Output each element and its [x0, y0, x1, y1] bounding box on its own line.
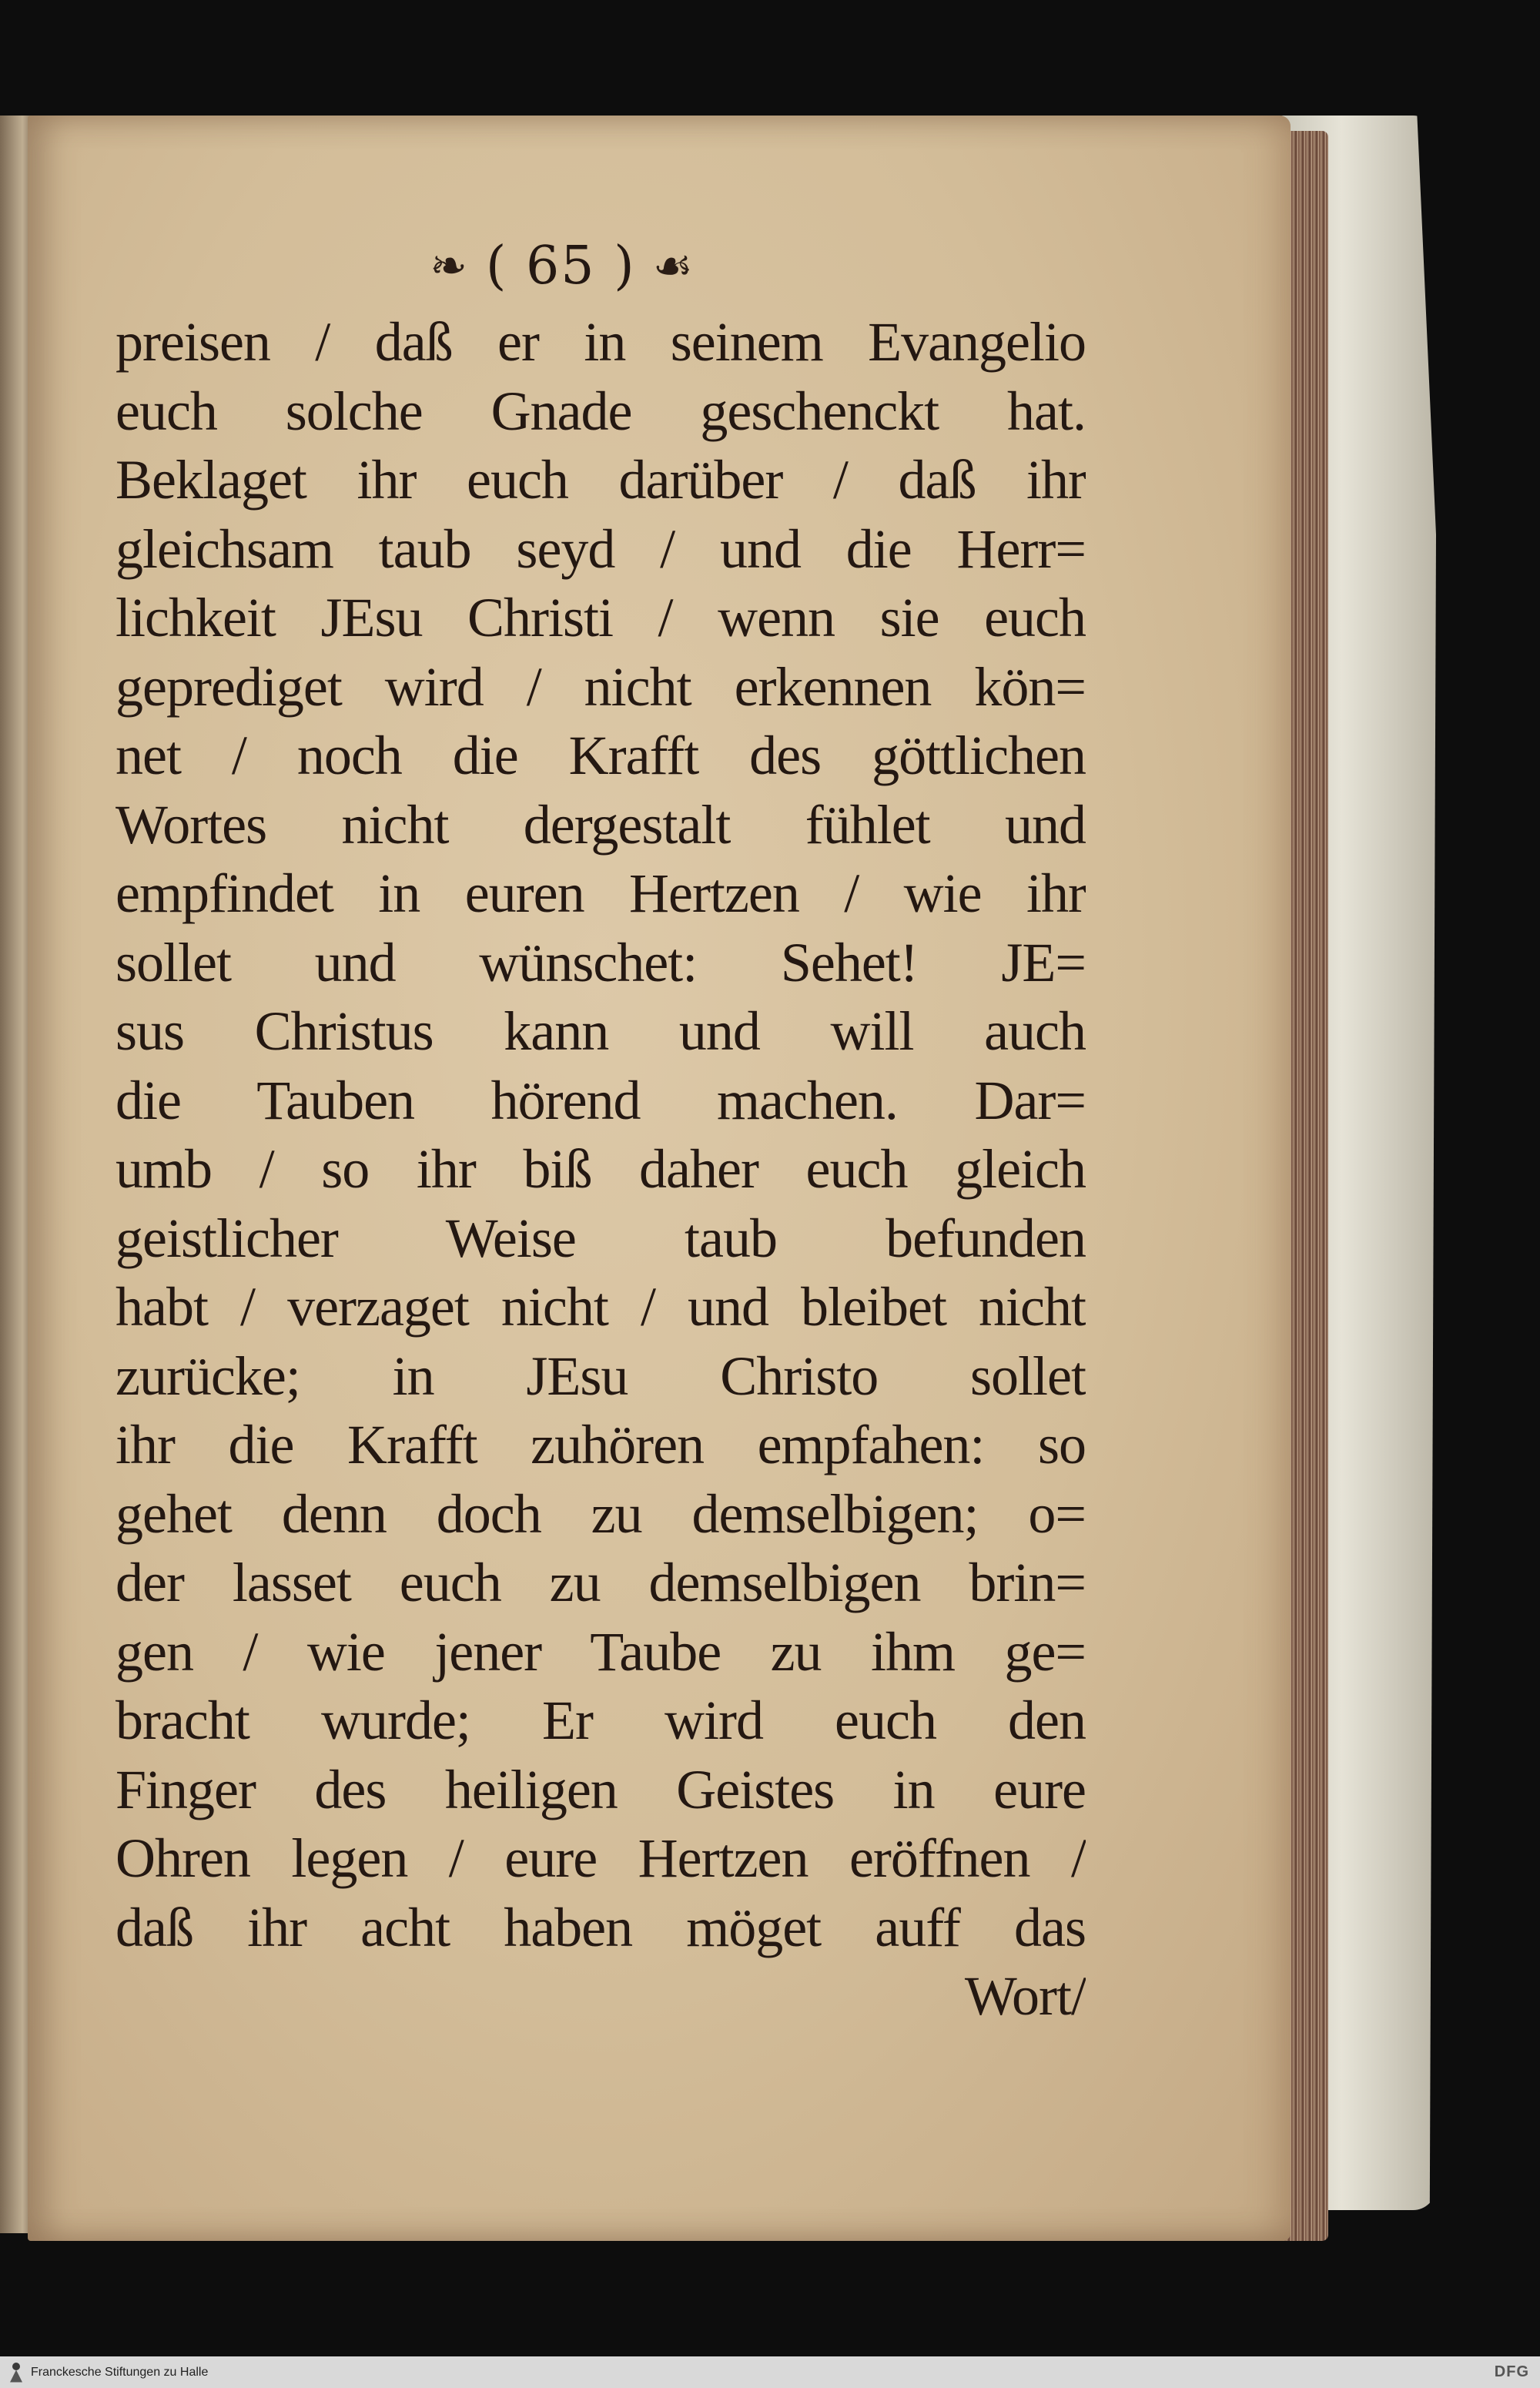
viewer-footer	[0, 2356, 1540, 2388]
text-line: geistlicher Weise taub befunden	[116, 1207, 1086, 1269]
text-line: gehet denn doch zu demselbigen; o=	[116, 1482, 1086, 1545]
text-line: ihr die Krafft zuhören empfahen: so	[116, 1414, 1086, 1475]
text-line: gen / wie jener Taube zu ihm ge=	[116, 1620, 1086, 1683]
page-header	[38, 223, 1086, 308]
dfg-logo[interactable]: DFG	[1494, 2363, 1529, 2380]
ornament-left-icon: ❧	[430, 239, 469, 292]
text-line: zurücke; in JEsu Christo sollet	[116, 1345, 1086, 1407]
text-line: sus Christus kann und will auch	[116, 1000, 1086, 1062]
text-line: gleichsam taub seyd / und die Herr=	[116, 517, 1086, 580]
text-line: sollet und wünschet: Sehet! JE=	[116, 931, 1086, 993]
text-line: der lasset euch zu demselbigen brin=	[116, 1552, 1086, 1613]
text-line: empfindet in euren Hertzen / wie ihr	[116, 862, 1086, 924]
text-line: umb / so ihr biß daher euch gleich	[116, 1138, 1086, 1200]
text-line: bracht wurde; Er wird euch den	[116, 1690, 1086, 1751]
text-line: Finger des heiligen Geistes in eure	[116, 1758, 1086, 1820]
catchword: Wort/	[964, 1965, 1086, 2027]
text-line: geprediget wird / nicht erkennen kön=	[116, 655, 1086, 718]
text-line: Ohren legen / eure Hertzen eröffnen /	[116, 1827, 1086, 1889]
institution-credit[interactable]	[0, 2361, 208, 2384]
text-line: preisen / daß er in seinem Evangelio	[116, 311, 1086, 373]
text-line: lichkeit JEsu Christi / wenn sie euch	[116, 587, 1086, 648]
text-line: net / noch die Krafft des göttlichen	[116, 725, 1086, 786]
page-text	[116, 223, 1086, 2031]
text-line: Wortes nicht dergestalt fühlet und	[116, 793, 1086, 856]
text-line: die Tauben hörend machen. Dar=	[116, 1069, 1086, 1131]
text-line: Beklaget ihr euch darüber / daß ihr	[116, 449, 1086, 511]
text-line: habt / verzaget nicht / und bleibet nicht	[116, 1276, 1086, 1338]
text-line: daß ihr acht haben möget auff das	[116, 1896, 1086, 1958]
ornament-right-icon: ☙	[652, 239, 695, 292]
text-line: euch solche Gnade geschenckt hat.	[116, 380, 1086, 442]
institution-logo-icon	[8, 2361, 25, 2384]
page-number: ( 65 )	[485, 235, 636, 296]
institution-name: Franckesche Stiftungen zu Halle	[31, 2365, 209, 2379]
